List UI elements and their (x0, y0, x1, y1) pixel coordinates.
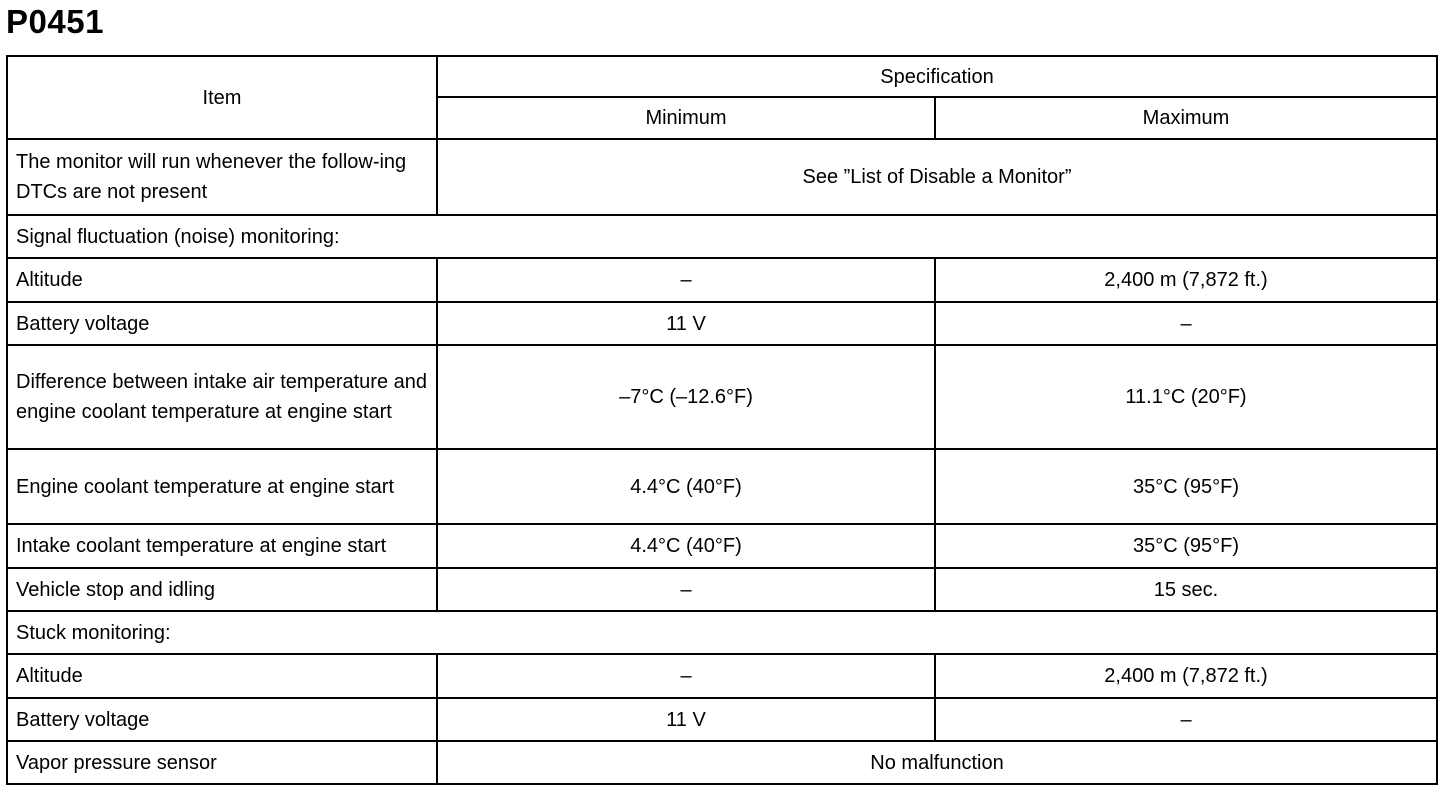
section-heading-row (7, 611, 1437, 654)
maximum-cell: 35°C (95°F) (935, 524, 1437, 568)
item-cell: Vehicle stop and idling (7, 568, 437, 611)
table-row (7, 345, 1437, 449)
header-item: Item (7, 56, 437, 139)
item-cell: Vapor pressure sensor (7, 741, 437, 784)
header-specification: Specification (437, 56, 1437, 97)
maximum-cell: – (935, 698, 1437, 741)
item-cell: Difference between intake air temperature and engine coolant temperature at engine start (7, 345, 437, 449)
table-row (7, 741, 1437, 784)
section-heading: Stuck monitoring: (7, 611, 1437, 654)
item-cell: Altitude (7, 654, 437, 698)
section-heading: Signal fluctuation (noise) monitoring: (7, 215, 1437, 258)
maximum-cell: – (935, 302, 1437, 345)
table-row (7, 139, 1437, 215)
table-row (7, 258, 1437, 302)
minimum-cell: 4.4°C (40°F) (437, 524, 935, 568)
item-cell: Engine coolant temperature at engine start (7, 449, 437, 524)
maximum-cell: 15 sec. (935, 568, 1437, 611)
maximum-cell: 35°C (95°F) (935, 449, 1437, 524)
minimum-cell: 11 V (437, 698, 935, 741)
table-row (7, 449, 1437, 524)
maximum-cell: 2,400 m (7,872 ft.) (935, 258, 1437, 302)
item-cell: Intake coolant temperature at engine start (7, 524, 437, 568)
table-row (7, 302, 1437, 345)
table-row (7, 698, 1437, 741)
item-cell: Battery voltage (7, 302, 437, 345)
table-row (7, 524, 1437, 568)
item-cell: Altitude (7, 258, 437, 302)
header-maximum: Maximum (935, 97, 1437, 139)
spec-cell: No malfunction (437, 741, 1437, 784)
minimum-cell: – (437, 258, 935, 302)
minimum-cell: – (437, 654, 935, 698)
table-row (7, 654, 1437, 698)
table-row (7, 568, 1437, 611)
spec-cell: See ”List of Disable a Monitor” (437, 139, 1437, 215)
header-row (7, 56, 1437, 97)
item-cell: The monitor will run whenever the follow-ing DTCs are not present (7, 139, 437, 215)
minimum-cell: –7°C (–12.6°F) (437, 345, 935, 449)
section-heading-row (7, 215, 1437, 258)
minimum-cell: 11 V (437, 302, 935, 345)
maximum-cell: 2,400 m (7,872 ft.) (935, 654, 1437, 698)
page-title: P0451 (6, 3, 104, 40)
item-cell: Battery voltage (7, 698, 437, 741)
specification-table (6, 55, 1438, 785)
minimum-cell: 4.4°C (40°F) (437, 449, 935, 524)
minimum-cell: – (437, 568, 935, 611)
header-minimum: Minimum (437, 97, 935, 139)
maximum-cell: 11.1°C (20°F) (935, 345, 1437, 449)
